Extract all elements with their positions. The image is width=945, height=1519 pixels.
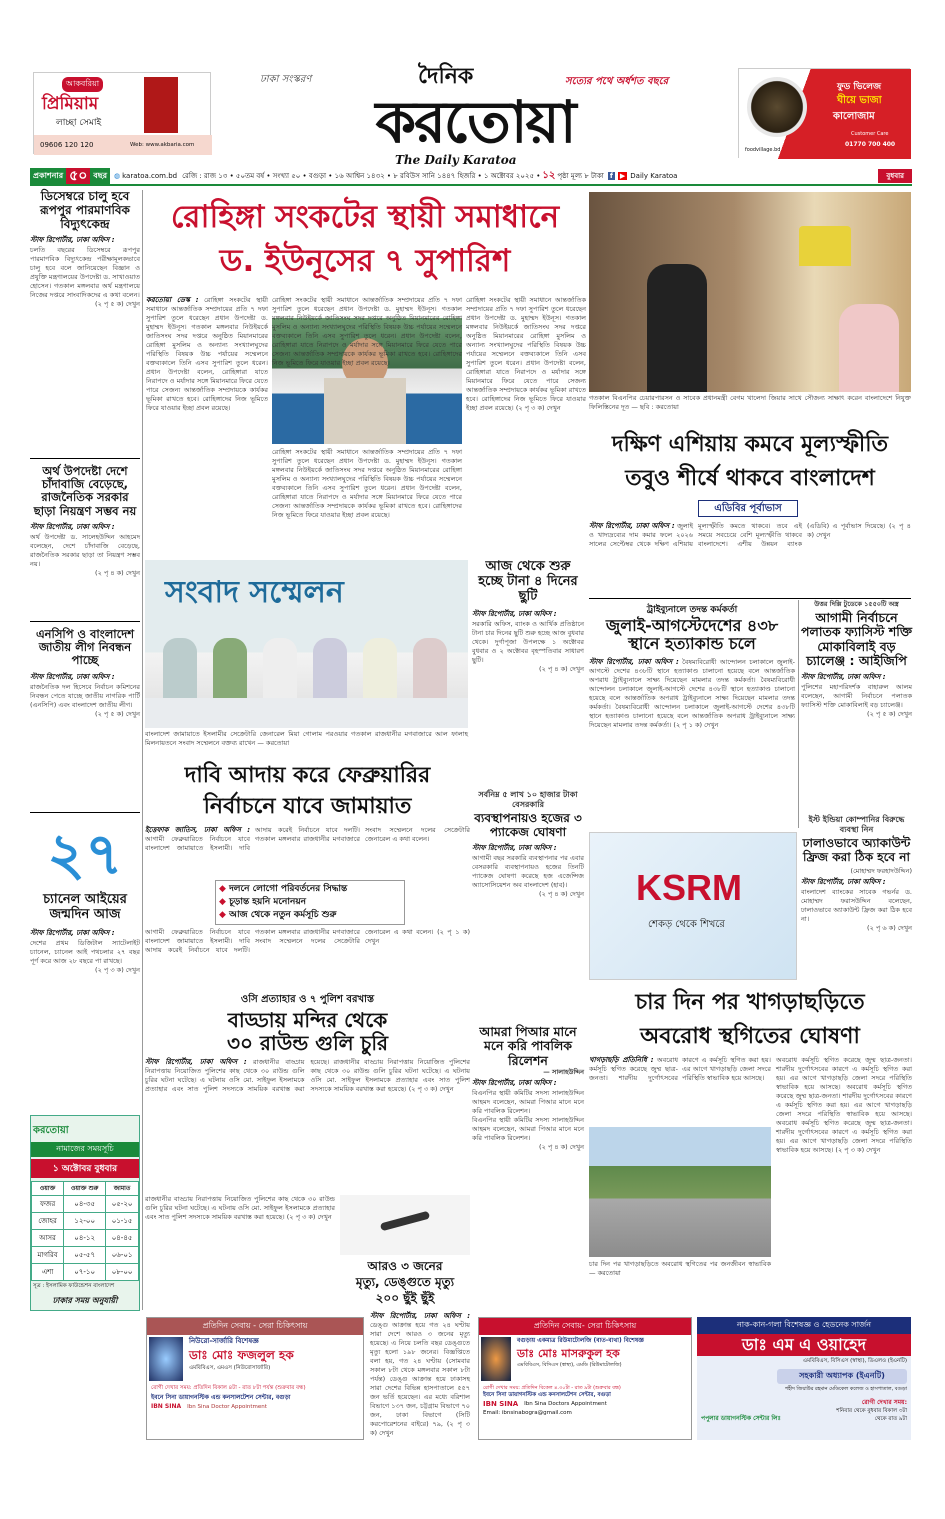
ad-degrees: এমবিবিএস, এমএস (নিউরোসার্জারি) [189,1364,271,1371]
dengue-headline-line1: আরও ৩ জনের [367,1259,443,1273]
prayer-cell: এশা [32,1264,64,1281]
ad-top-banner: প্রতিদিন সেবায়- সেরা চিকিৎসায় [479,1318,691,1335]
dengue-article[interactable] [340,1258,470,1308]
ad-time: শনিবার থেকে বুধবার বিকাল ৩টা থেকে রাত ৯টা [836,1408,907,1422]
ad-akbaria-phone: 09606 120 120 [40,141,94,149]
byline: স্টাফ রিপোর্টার, ঢাকা অফিস : [145,1058,247,1066]
hajj-article[interactable] [472,790,584,1020]
article-text: চলতি বছরের ডিসেম্বরে রূপপুর পারমাণবিক বিদ্যুৎকেন্দ্র পরীক্ষামূলকভাবে চালু হবে বলে জানিয়েছেন বিজ্ঞান ও প্রযুক্তি মন্ত্রণালয়ের উপদেষ্টা ড. সাখাওয়াত হোসেন। গতকাল মঙ্গলবার অর্থ মন্ত্রণালয়ে নিজের দপ্তরে সাংবাদিকদের এ কথা বলেন। [30,246,140,300]
ad-akbaria-sub: লাচ্ছা সেমাই [56,118,102,128]
top-photo [589,192,911,392]
article-text: রোহিঙ্গা সংকটের স্থায়ী সমাধানে আন্তর্জাতিক সম্প্রদায়ের প্রতি ৭ দফা সুপারিশ তুলে ধরেছেন প্রধান উপদেষ্টা ড. মুহাম্মদ ইউনূস। গতকাল মঙ্গলবার নিউইয়র্কে জাতিসংঘ সদর দপ্তরে অনুষ্ঠিত মিয়ানমারের রোহিঙ্গা মুসলিম ও অন্যান্য সংখ্যালঘুদের পরিস্থিতি বিষয়ক উচ্চ পর্যায়ের সম্মেলনে বক্তব্যকালে তিনি এসব সুপারিশ তুলে ধরেন। প্রধান উপদেষ্টা বলেন, রোহিঙ্গারা যাতে নিরাপদে ও মর্যাদার সঙ্গে মিয়ানমারে ফিরে যেতে পারে সেজন্য আন্তর্জাতিক সম্প্রদায়কে কার্যকর ভূমিকা রাখতে হবে। রোহিঙ্গাদের নিজ ভূমিতে ফিরে যাওয়ার ইচ্ছা প্রবল রয়েছে। [272,448,462,519]
article-text: বাংলাদেশ ব্যাংকের সাবেক গভর্নর ড. মোহাম্মদ ফরাসউদ্দিন বলেছেন, ঢালাওভাবে অ্যাকাউন্ট ফ্রিজ করা ঠিক হবে না। [801,887,912,923]
continued-label: (২ পৃ ৫ ক) দেখুন [95,300,140,309]
ad-time-label: রোগী দেখার সময়: [861,1399,907,1406]
temple-article[interactable] [145,992,470,1192]
ibn-sina-logo: IBN SINA [151,1403,182,1411]
accounts-kicker: ইস্ট ইন্ডিয়া কোম্পানির বিরুদ্ধে ব্যবস্থা নিন [808,815,905,834]
continued-label: (২ পৃ ৬ ক) দেখুন [867,923,912,932]
continued-label: (২ পৃ ৩ ক) দেখুন [370,1420,470,1437]
prayer-cell: ০৫-২০ [106,1196,139,1213]
tribunal-headline-line1: জুলাই-আগস্টেদেশের ৪৩৮ [605,616,779,635]
left-article-2[interactable] [30,459,140,621]
article-text: রাজধানীর বাড্ডায় নিরাপত্তায় নিয়োজিত পুলিশের কাছ থেকে ৩০ রাউন্ড গুলি চুরির ঘটনা ঘটেছে। এ ঘটনায় ওসি মো. সাইফুল ইসলামকে প্রত্যাহার এবং সাত পুলিশ সদস্যকে সাময়িক বরখাস্ত করা হয়েছে। [145,1058,330,1093]
press-caption: বাংলাদেশ জামায়াতে ইসলামীর সেক্রেটারি জেনারেল মিয়া গোলাম পরওয়ার গতকাল রাজধানীর মগবাজারে আল ফালাহ মিলনায়তনে সংবাদ সম্মেলনে বক্তব্য রাখেন — করতোয়া [145,730,468,747]
ad-food-line1: ফুড ভিলেজ [837,82,881,92]
khagrachari-headline-line1: চার দিন পর খাগড়াছড়িতে [635,990,865,1015]
strip-price: পৃষ্ঠা মূল্য ৮ টাকা [557,172,604,180]
tribunal-headline-line2: স্থানে হত্যাকান্ড চলে [628,634,756,654]
left-article-1[interactable] [30,190,140,458]
prayer-cell: মাগরিব [32,1247,64,1264]
byline: স্টাফ রিপোর্টার, ঢাকা অফিস : [589,522,675,530]
mosquito-image [340,1195,470,1255]
ad-center: ইবনে সিনা ডায়াগনস্টিক এন্ড কনসালটেশন সেন্টার, বগুড়া [151,1393,291,1401]
strip-social[interactable]: Daily Karatoa [630,172,678,180]
temple-headline-line1: বাড্ডায় মন্দির থেকে [227,1008,388,1032]
prayer-cell: ০৭-১০ [64,1264,106,1281]
continued-label: (২ পৃ ৪ ক) দেখুন [539,664,584,673]
dengue-headline-line2: মৃত্যু, ডেঙ্গুতে মৃত্যু [355,1275,455,1289]
article-text: বিএনপির স্থায়ী কমিটির সদস্য সালাহউদ্দিন আহমদ বলেছেন, আমরা পিআর মানে মনে করি পাবলিক রিলেশন। [472,1116,584,1143]
pr-headline: আমরা পিআর মানে মনে করি পাবলিক রিলেশন [479,1024,577,1068]
ad-doctor-masrukul[interactable] [478,1317,692,1440]
ad-doctor-fazlul[interactable] [146,1317,364,1440]
lead-text-col3 [466,296,586,546]
facebook-icon[interactable]: f [609,172,613,180]
ad-specialty: বগুড়ায় একমাত্র রিউমাটোলজি (বাত-ব্যথা) বিশেষজ্ঞ [517,1337,644,1344]
article-text: রাজধানীর বাড্ডায় নিরাপত্তায় নিয়োজিত পুলিশের কাছ থেকে ৩০ রাউন্ড গুলি চুরির ঘটনা ঘটেছে। এ ঘটনায় ওসি মো. সাইফুল ইসলামকে প্রত্যাহার এবং সাত পুলিশ সদস্যকে সাময়িক বরখাস্ত করা হয়েছে। [145,1195,335,1221]
ad-doctor-name: ডাঃ এম এ ওয়াহেদ [697,1334,911,1356]
khagrachari-caption: চার দিন পর খাগড়াছড়িতে অবরোধ স্থগিতের পর জনজীবন স্বাভাবিক — করতোয়া [589,1260,771,1277]
continued-label: (২ পৃ ১ ক) দেখুন [365,928,470,945]
ad-ksrm[interactable] [589,832,797,980]
strip-pub-label: প্রকাশনার [30,168,66,185]
election-kicker: উত্তর দিল্লি টুডেকে ১৫৫০টি অস্ত্র [814,600,899,608]
dengue-headline-line3: ২০০ ছুঁই ছুঁই [375,1291,435,1305]
prayer-cell: ০৮-০০ [106,1264,139,1281]
ad-food-line3: কালোজাম [833,111,875,122]
strip-years-suffix: বছর [90,168,110,185]
bullet-item: ◆ দলনে লোগো পরিবর্তনের সিদ্ধান্ত [219,884,348,894]
slogan: সত্যের পথে অর্ধশত বছরে [565,76,669,87]
continued-label: (২ পৃ ৫ ক) দেখুন [95,709,140,718]
ad-center: পপুলার ডায়াগনস্টিক সেন্টার লিঃ [701,1415,781,1422]
continued-label: (২ পৃ ৩ ক) দেখুন [515,404,561,412]
press-conference-photo [145,560,468,728]
masthead-english: The Daily Karatoa [395,153,517,167]
left-article-4-headline: চ্যানেল আইয়ের জন্মদিন আজ [43,892,127,922]
temple-text [145,1058,470,1178]
prayer-cell: ০৬-০১ [106,1247,139,1264]
temple-kicker: ওসি প্রত্যাহার ও ৭ পুলিশ বরখাস্ত [240,994,375,1005]
prayer-cell: আসর [32,1230,64,1247]
strip-years: ৫০ [66,168,90,184]
continued-label: (২ পৃ ৩ ক) দেখুন [835,1146,881,1154]
pr-article[interactable] [472,1025,584,1310]
continued-label: (২ পৃ ১ ক) দেখুন [673,720,719,729]
inflation-headline-line2: তবুও শীর্ষে থাকবে বাংলাদেশ [625,466,875,491]
byline: করতোয়া ডেস্ক : [146,296,199,304]
strip-pages: ১২ [542,169,556,181]
ad-top-banner: নাক-কান-গলা বিশেষজ্ঞ ও হেডনেক সার্জন [697,1317,911,1334]
article-text: রোহিঙ্গা সংকটের স্থায়ী সমাধানে আন্তর্জাতিক সম্প্রদায়ের প্রতি ৭ দফা সুপারিশ তুলে ধরেছেন প্রধান উপদেষ্টা ড. মুহাম্মদ ইউনূস। গতকাল মঙ্গলবার নিউইয়র্কে জাতিসংঘ সদর দপ্তরে অনুষ্ঠিত মিয়ানমারের রোহিঙ্গা মুসলিম ও অন্যান্য সংখ্যালঘুদের পরিস্থিতি বিষয়ক উচ্চ পর্যায়ের সম্মেলনে বক্তব্যকালে তিনি এসব সুপারিশ তুলে ধরেন। প্রধান উপদেষ্টা বলেন, রোহিঙ্গারা যাতে নিরাপদে ও মর্যাদার সঙ্গে মিয়ানমারে ফিরে যেতে পারে সেজন্য আন্তর্জাতিক সম্প্রদায়কে কার্যকর ভূমিকা রাখতে হবে। রোহিঙ্গাদের নিজ ভূমিতে ফিরে যাওয়ার ইচ্ছা প্রবল রয়েছে। [466,296,586,412]
ad-food-fb: foodvillage.bd [745,147,781,153]
prayer-cell: ০৪-৪৫ [106,1230,139,1247]
prayer-header-row [32,1182,139,1196]
pr-author: — সালাহউদ্দিন [543,1068,584,1077]
ad-app: Ibn Sina Doctors Appointment [524,1401,607,1408]
prayer-row [32,1213,139,1230]
temple-headline-line2: ৩০ রাউন্ড গুলি চুরি [226,1031,389,1055]
ad-center: ইবনে সিনা ডায়াগনস্টিক এন্ড কনসালটেশন সেন্টার, বগুড়া [483,1392,611,1399]
prayer-row [32,1230,139,1247]
inflation-headline-line1: দক্ষিণ এশিয়ায় কমবে মূল্যস্ফীতি [611,432,889,457]
left-column [30,190,140,1440]
lead-headline-line1: রোহিঙ্গা সংকটের স্থায়ী সমাধানে [170,199,560,235]
ad-food-village[interactable] [738,68,910,158]
article-text: সরকারি অফিস, ব্যাংক ও আর্থিক প্রতিষ্ঠানে টানা চার দিনের ছুটি শুরু হচ্ছে আজ বুধবার থেকে। দুর্গাপূজা উপলক্ষে ১ অক্টোবর বুধবার ও ২ অক্টোবর বৃহস্পতিবার সাধারণ ছুটি। [472,619,584,664]
lead-text-bottom [272,448,462,556]
channel-i-anniversary-logo: ২৭ [47,820,123,888]
tribunal-text [589,658,795,730]
jamaat-headline-line2: নির্বাচনে যাবে জামায়াত [203,794,412,819]
article-text: বৈষম্যবিরোধী আন্দোলন চলাকালে জুলাই-আগস্টে দেশের ৪৩৮টি স্থানে হত্যাকাণ্ড চালানো হয়েছে বলে আন্তর্জাতিক অপরাধ ট্রাইব্যুনালে সাক্ষ্য দিয়েছেন মামলার তদন্ত কর্মকর্তা। [589,675,795,711]
byline: স্টাফ রিপোর্টার, ঢাকা অফিস : [801,672,886,681]
strip-day: বুধবার [878,169,912,183]
lead-headline[interactable] [145,195,585,283]
strip-website[interactable]: karatoa.com.bd [122,172,178,180]
election-article[interactable] [801,600,912,812]
accounts-article[interactable] [801,815,912,985]
continued-label: (২ পৃ ৩ ক) দেখুন [286,1213,332,1221]
prayer-cell: জোহর [32,1213,64,1230]
lead-text-col1 [146,296,268,556]
ad-app: Ibn Sina Doctor Appointment [187,1403,267,1410]
holiday-article[interactable] [472,560,584,785]
byline: স্টাফ রিপোর্টার, ঢাকা অফিস : [801,877,886,886]
bullet-item: ◆ আজ থেকে নতুন কর্মসূচি শুরু [219,910,337,920]
byline: স্টাফ রিপোর্টার, ঢাকা অফিস : [589,657,679,666]
continued-label: (২ পৃ ৪ ক) দেখুন [807,522,912,539]
ad-akbaria-web: Web: www.akbaria.com [130,142,195,148]
prayer-cell: ০৪-৩৫ [64,1196,106,1213]
inflation-headline[interactable] [589,428,911,496]
bullet-text: দলনে লোগো পরিবর্তনের সিদ্ধান্ত [229,884,348,894]
left-article-2-headline: অর্থ উপদেষ্টা দেশে চাঁদাবাজি বেড়েছে, রাজনৈতিক সরকার ছাড়া নিয়ন্ত্রণ সম্ভব নয় [33,464,137,518]
holiday-headline: আজ থেকে শুরু হচ্ছে টানা ৪ দিনের ছুটি [478,559,578,604]
accounts-headline: ঢালাওভাবে অ্যাকাউন্ট ফ্রিজ করা ঠিক হবে না [802,836,911,864]
top-photo-caption: গতকাল বিএনপির চেয়ারপারসন ও সাবেক প্রধানমন্ত্রী বেগম খালেদা জিয়ার সাথে সৌজন্য সাক্ষাৎ করেন বাংলাদেশে নিযুক্ত ফিলিস্তিনের দূত — ছবি : করতোয়া [589,394,911,411]
article-text: জুলাই ও খাদ্যদ্রব্যের দাম কমার ফলে ২০২৬ সালের সেপ্টেম্বর থেকে দক্ষিণ এশিয়ায় মূল্যস্ফীতি কমতে থাকবে। তবে এই সময়ে সবচেয়ে বেশি মূল্যস্ফীতি থাকবে বাংলাদেশে। এশীয় উন্নয়ন ব্যাংক (এডিবি) এ পূর্বাভাস দিয়েছে। [589,522,886,548]
left-article-3[interactable] [30,622,140,812]
article-text: অবরোধ কর্মসূচি স্থগিত করেছে জুম্ম ছাত্র-জনতা। শারদীয় দুর্গোৎসবের কারণে এ কর্মসূচি স্থগিত করা হয়। এর আগে খাগড়াছড়ি জেলা সদরে পরিস্থিতি স্বাভাবিক হয়ে আসছে। [589,1056,771,1082]
bullet-text: চূড়ান্ত হয়নি মনোনয়ন [229,897,307,907]
byline: স্টাফ রিপোর্টার, ঢাকা অফিস : [472,843,557,852]
khagrachari-text-left [589,1056,771,1124]
ad-top-banner: প্রতিদিন সেবায় - সেরা চিকিৎসায় [147,1318,363,1335]
hajj-headline: ব্যবস্থাপনায়ও হজের ৩ প্যাকেজ ঘোষণা [474,811,582,839]
ad-akbaria-product: প্রিমিয়াম [42,94,99,114]
globe-icon: ◍ [114,172,121,180]
byline: স্টাফ রিপোর্টার, ঢাকা অফিস : [30,236,115,245]
article-text: অর্থ উপদেষ্টা ড. সালেহউদ্দিন আহমেদ বলেছেন, দেশে চাঁদাবাজি বেড়েছে, রাজনৈতিক সরকার ছাড়া তা নিয়ন্ত্রণ সম্ভব নয়। [30,532,140,568]
ad-email: Email: ibnsinabogra@gmail.com [483,1409,572,1416]
khagrachari-headline[interactable] [589,986,911,1054]
strip-info: রেজি : রাজ ১৩ • ৫০তম বর্ষ • সংখ্যা ৫০ • বগুড়া • ১৬ আশ্বিন ১৪৩২ • ৮ রবিউস সানি ১৪৪৭ হিজরি • ১ অক্টোবর ২০২৫ • [182,172,541,180]
adb-forecast-box: এডিবির পূর্বাভাস [698,500,798,517]
inflation-text [589,522,911,549]
jamaat-text-lower [145,928,470,955]
continued-label: (২ পৃ ৩ ক) দেখুন [408,1085,454,1093]
jamaat-bullets [215,880,405,925]
article-text: অবরোধ কর্মসূচি স্থগিত করেছে জুম্ম ছাত্র-জনতা। শারদীয় দুর্গোৎসবের কারণে এ কর্মসূচি স্থগিত করা হয়। এর আগে খাগড়াছড়ি জেলা সদরে পরিস্থিতি স্বাভাবিক হয়ে আসছে। [776,1083,912,1118]
byline: ইত্তেফাক জাতিস, ঢাকা অফিস : [145,826,250,834]
tribunal-kicker: ট্রাইব্যুনালে তদন্ত কর্মকর্তা [646,605,738,615]
prayer-times-box [30,1115,140,1311]
prayer-header-cell: জামাত [106,1182,139,1196]
left-article-1-headline: ডিসেম্বরে চালু হবে রূপপুর পারমাণবিক বিদ্যুৎকেন্দ্র [40,189,130,231]
prayer-header-cell: ওয়াক্ত [32,1182,64,1196]
youtube-icon[interactable]: ▶ [619,172,626,180]
byline: স্টাফ রিপোর্টার, ঢাকা অফিস : [30,522,115,531]
prayer-cell: ফজর [32,1196,64,1213]
byline: স্টাফ রিপোর্টার, ঢাকা অফিস : [472,1079,557,1088]
prayer-cell: ০৫-৫৭ [64,1247,106,1264]
product-pack-image [144,77,178,133]
prayer-cell: ০৪-১২ [64,1230,106,1247]
jamaat-headline[interactable] [145,760,470,822]
article-text: দেশের প্রথম ডিজিটাল স্যাটেলাইট চ্যানেল, চ্যানেল আই পথচলার ২৭ বছর পূর্ণ করে আজ ২৮ বছরে পা রাখছে। [30,938,140,965]
byline: স্টাফ রিপোর্টার, ঢাকা অফিস : [30,672,115,681]
joints-image [481,1337,511,1381]
ad-position: সহকারী অধ্যাপক (ইএনটি) [777,1369,907,1384]
jamaat-text [145,826,470,853]
food-image [747,77,807,137]
khagrachari-photo [589,1127,771,1257]
article-text: পুলিশের মহাপরিদর্শক বাহারুল আলম বলেছেন, আগামী নির্বাচনে পলাতক ফ্যাসিস্ট শক্তি মোকাবিলাই বড় চ্যালেঞ্জ। [801,682,912,709]
accounts-author: (মোহাম্মদ ফরহাদউদ্দিন) [850,866,912,875]
article-text: রাজধানীর বাড্ডায় নিরাপত্তায় নিয়োজিত পুলিশের কাছ থেকে ৩০ রাউন্ড গুলি চুরির ঘটনা ঘটেছে। এ ঘটনায় ওসি মো. সাইফুল ইসলামকে প্রত্যাহার এবং সাত পুলিশ সদস্যকে সাময়িক বরখাস্ত করা হয়েছে। [310,1058,470,1093]
left-article-4[interactable] [30,813,140,1113]
ad-doctor-name: ডাঃ মোঃ ফজলুল হক [189,1347,294,1362]
prayer-source: সূত্র : ইসলামিক ফাউন্ডেশন বাংলাদেশ [33,1283,115,1289]
article-text: অবরোধ কর্মসূচি স্থগিত করেছে জুম্ম ছাত্র-জনতা। শারদীয় দুর্গোৎসবের কারণে এ কর্মসূচি স্থগিত করা হয়। এর আগে খাগড়াছড়ি জেলা সদরে পরিস্থিতি স্বাভাবিক হয়ে আসছে। [776,1119,912,1154]
temple-text-lower [145,1195,335,1310]
byline: স্টাফ রিপোর্টার, ঢাকা অফিস : [370,1312,470,1320]
ksrm-tagline: শেকড় থেকে শিখরে [648,919,725,930]
prayer-date: ১ অক্টোবর বুধবার [31,1159,139,1178]
press-banner-text: সংবাদ সম্মেলন [165,575,344,610]
article-text: আগামী ফেব্রুয়ারিতে নির্বাচনে যাবে বাংলাদেশ জামায়াতে ইসলামী। দাবি আদায় করেই নির্বাচনে যাবে দলটি। গতকাল মঙ্গলবার রাজধানীর মগবাজারে সংবাদ সম্মেলনে দলের সেক্রেটারি জেনারেল এ কথা বলেন। [145,826,470,852]
article-text: আগামী ফেব্রুয়ারিতে নির্বাচনে যাবে বাংলাদেশ জামায়াতে ইসলামী। দাবি আদায় করেই নির্বাচনে যাবে দলটি। গতকাল মঙ্গলবার রাজধানীর মগবাজারে সংবাদ সম্মেলনে দলের সেক্রেটারি জেনারেল এ কথা বলেন। [145,928,434,954]
lamp-image [799,226,851,266]
ad-time: রোগী দেখার সময়: প্রতিদিন বিকাল ৪টা - রাত ৮টা পর্যন্ত (শুক্রবার বন্ধ) [151,1385,306,1391]
lead-headline-line2: ড. ইউনূসের ৭ সুপারিশ [219,243,511,279]
prayer-table [31,1181,139,1281]
prayer-row [32,1247,139,1264]
ad-doctor-wahed[interactable] [697,1317,911,1440]
masthead-dainik: দৈনিক [418,64,474,89]
article-text: অবরোধ কর্মসূচি স্থগিত করেছে জুম্ম ছাত্র-জনতা। শারদীয় দুর্গোৎসবের কারণে এ কর্মসূচি স্থগিত করা হয়। এর আগে খাগড়াছড়ি জেলা সদরে পরিস্থিতি স্বাভাবিক হয়ে আসছে। [776,1056,912,1091]
article-text: রাজনৈতিক দল হিসেবে নির্বাচন কমিশনের নিবন্ধন পেতে যাচ্ছে জাতীয় নাগরিক পার্টি (এনসিপি) এবং বাংলাদেশ জাতীয় লীগ। [30,682,140,709]
ad-doctor-name: ডাঃ মোঃ মাসরুকুল হক [517,1346,620,1360]
prayer-row [32,1264,139,1281]
left-article-3-headline: এনসিপি ও বাংলাদেশ জাতীয় লীগ নিবন্ধন পাচ্ছে [35,627,135,668]
brain-image [149,1337,183,1381]
ibn-sina-logo: IBN SINA [483,1400,519,1409]
prayer-cell: ১২-০০ [64,1213,106,1230]
article-text: বিএনপির স্থায়ী কমিটির সদস্য সালাহউদ্দিন আহমদ বলেছেন, আমরা পিআর মানে মনে করি পাবলিক রিলেশন। [472,1089,584,1116]
ad-specialty: নিউরো-সার্জারি বিশেষজ্ঞ [189,1337,259,1345]
continued-label: (২ পৃ ৫ ক) দেখুন [867,709,912,718]
article-text: ডেঙ্গু আক্রান্ত হয়ে গত ২৪ ঘণ্টায় সারা দেশে আরও ৩ জনের মৃত্যু হয়েছে। এ নিয়ে চলতি বছর ডেঙ্গুতে মৃত্যু হলো ১৯৮ জনের। বিজ্ঞপ্তিতে বলা হয়, গত ২৪ ঘণ্টায় (সোমবার সকাল ৮টা থেকে মঙ্গলবার সকাল ৮টা পর্যন্ত) ডেঙ্গু আক্রান্ত হয়ে ঢাকাসহ সারা দেশের বিভিন্ন হাসপাতালে ৫৫৭ জন ভর্তি হয়েছেন। এর মধ্যে বরিশাল বিভাগে ১৩৭ জন, চট্টগ্রাম বিভাগে ৭০ জন, ঢাকা বিভাগে (সিটি করপোরেশনের বাইরে) ৭৯, [370,1321,470,1428]
article-text: আগামী বছর সরকারি ব্যবস্থাপনার পর এবার বেসরকারি ব্যবস্থাপনায়ও হজের তিনটি প্যাকেজ ঘোষণা করেছে হজ এজেন্সিজ অ্যাসোসিয়েশন অব বাংলাদেশ (হাব)। [472,853,584,889]
article-text: রোহিঙ্গা সংকটের স্থায়ী সমাধানে আন্তর্জাতিক সম্প্রদায়ের প্রতি ৭ দফা সুপারিশ তুলে ধরেছেন প্রধান উপদেষ্টা ড. মুহাম্মদ ইউনূস। গতকাল মঙ্গলবার নিউইয়র্কে জাতিসংঘ সদর দপ্তরে অনুষ্ঠিত মিয়ানমারের রোহিঙ্গা মুসলিম ও অন্যান্য সংখ্যালঘুদের পরিস্থিতি বিষয়ক উচ্চ পর্যায়ের সম্মেলনে বক্তব্যকালে তিনি এসব সুপারিশ তুলে ধরেন। প্রধান উপদেষ্টা বলেন, রোহিঙ্গারা যাতে নিরাপদে ও মর্যাদার সঙ্গে মিয়ানমারে ফিরে যেতে পারে সেজন্য আন্তর্জাতিক সম্প্রদায়কে কার্যকর ভূমিকা রাখতে হবে। রোহিঙ্গাদের নিজ ভূমিতে ফিরে যাওয়ার ইচ্ছা প্রবল রয়েছে। [272,296,462,367]
ksrm-logo: KSRM [636,867,742,908]
ad-akbaria[interactable] [33,72,211,154]
tribunal-article[interactable] [589,602,795,828]
lead-text-col2 [272,296,462,367]
continued-label: (২ পৃ ৩ ক) দেখুন [95,965,140,974]
article-text: বৈষম্যবিরোধী আন্দোলন চলাকালে জুলাই-আগস্টে দেশের ৪৩৮টি স্থানে হত্যাকাণ্ড চালানো হয়েছে বলে আন্তর্জাতিক অপরাধ ট্রাইব্যুনালে সাক্ষ্য দিয়েছেন মামলার তদন্ত কর্মকর্তা। [589,657,795,684]
byline: স্টাফ রিপোর্টার, ঢাকা অফিস : [30,928,115,937]
article-text: রোহিঙ্গা সংকটের স্থায়ী সমাধানে আন্তর্জাতিক সম্প্রদায়ের প্রতি ৭ দফা সুপারিশ তুলে ধরেছেন প্রধান উপদেষ্টা ড. মুহাম্মদ ইউনূস। গতকাল মঙ্গলবার নিউইয়র্কে জাতিসংঘ সদর দপ্তরে অনুষ্ঠিত মিয়ানমারের রোহিঙ্গা মুসলিম ও অন্যান্য সংখ্যালঘুদের পরিস্থিতি বিষয়ক উচ্চ পর্যায়ের সম্মেলনে বক্তব্যকালে তিনি এসব সুপারিশ তুলে ধরেন। প্রধান উপদেষ্টা বলেন, রোহিঙ্গারা যাতে নিরাপদে ও মর্যাদার সঙ্গে মিয়ানমারে ফিরে যেতে পারে সেজন্য আন্তর্জাতিক সম্প্রদায়কে কার্যকর ভূমিকা রাখতে হবে। রোহিঙ্গাদের নিজ ভূমিতে ফিরে যাওয়ার ইচ্ছা প্রবল রয়েছে। [146,296,268,412]
hajj-kicker: সর্বনিম্ন ৫ লাখ ১০ হাজার টাকা বেসরকারি [478,790,578,809]
ad-akbaria-brand: আকবরিয়া [62,77,103,92]
ad-time: রোগী দেখার সময়: প্রতিদিন বিকেল ৪.৩০টা - রাত ৯টা (শুক্রবার বন্ধ) [483,1385,621,1391]
edition-label: ঢাকা সংস্করণ [260,74,312,85]
ad-food-line2: ঘীয়ে ভাজা [837,95,882,106]
byline: খাগড়াছড়ি প্রতিনিধি : [589,1056,654,1064]
prayer-logo: করতোয়া [33,1125,69,1136]
ad-college: শহীদ জিয়াউর রহমান মেডিকেল কলেজ ও হাসপাতাল, বগুড়া [785,1386,907,1392]
prayer-subtitle: নামাজের সময়সূচি [31,1142,139,1157]
continued-label: (২ পৃ ৪ ক) দেখুন [95,568,140,577]
continued-label: (২ পৃ ৪ ক) দেখুন [539,1143,584,1152]
byline: স্টাফ রিপোর্টার, ঢাকা অফিস : [472,609,557,618]
prayer-cell: ০১-১৫ [106,1213,139,1230]
prayer-row [32,1196,139,1213]
masthead-title: করতোয়া [375,88,575,156]
article-text: বৈষম্যবিরোধী আন্দোলন চলাকালে জুলাই-আগস্টে দেশের ৪৩৮টি স্থানে হত্যাকাণ্ড চালানো হয়েছে বলে আন্তর্জাতিক অপরাধ ট্রাইব্যুনালে সাক্ষ্য দিয়েছেন মামলার তদন্ত কর্মকর্তা। [589,702,795,729]
khagrachari-text-right [776,1056,912,1310]
prayer-header-cell: ওয়াক্ত শুরু [64,1182,106,1196]
ad-degrees: এমবিবিএস, বিসিএস (স্বাস্থ্য), ডিএলও (ইএনটি) [802,1358,907,1364]
prayer-note: ঢাকার সময় অনুযায়ী [52,1296,118,1305]
dengue-text [370,1312,470,1440]
bullet-item: ◆ চূড়ান্ত হয়নি মনোনয়ন [219,897,307,907]
ad-food-care: Customer Care [851,131,889,137]
ad-degrees: এমবিবিএস, বিসিএস (স্বাস্থ্য), এমডি (রিউমাটোলজি) [517,1362,622,1369]
jamaat-headline-line1: দাবি আদায় করে ফেব্রুয়ারির [184,763,431,788]
continued-label: (২ পৃ ৪ ক) দেখুন [539,889,584,898]
khagrachari-headline-line2: অবরোধ স্থগিতের ঘোষণা [640,1024,860,1049]
bullet-text: আজ থেকে নতুন কর্মসূচি শুরু [229,910,337,920]
info-strip [30,168,912,186]
election-headline: আগামী নির্বাচনে পলাতক ফ্যাসিস্ট শক্তি মোকাবিলাই বড় চ্যালেঞ্জ : আইজিপি [801,610,912,669]
ad-food-phone: 01770 700 400 [845,141,896,148]
